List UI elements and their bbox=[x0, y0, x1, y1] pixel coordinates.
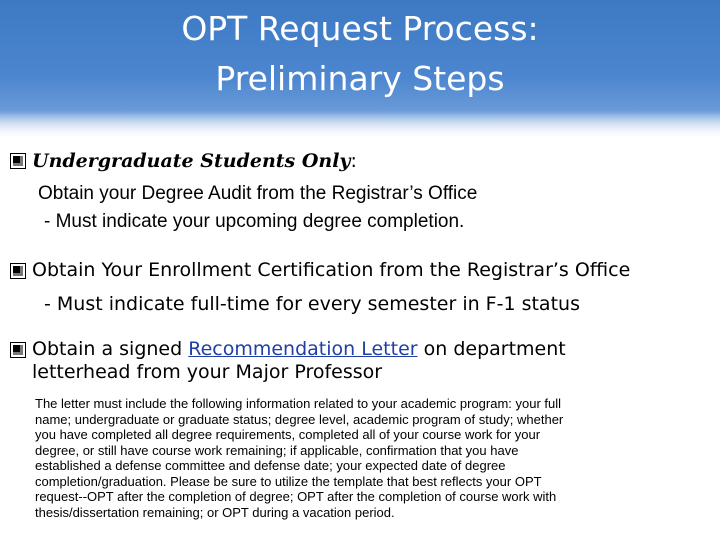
section1-heading-colon: : bbox=[350, 150, 357, 172]
paragraph-line: name; undergraduate or graduate status; degree level, academic program of study; whether bbox=[35, 411, 564, 427]
paragraph-line: you have completed all degree requirements, completed all of your course work for your bbox=[35, 427, 541, 442]
paragraph-line: The letter must include the following information related to your academic program: your full bbox=[35, 396, 562, 411]
section3-line1-suffix: on department bbox=[417, 338, 566, 360]
paragraph-line: established a defense committee and defense date; your expected date of degree bbox=[35, 458, 506, 473]
paragraph-line: completion/graduation. Please be sure to utilize the template that best reflects your OPT bbox=[35, 473, 542, 489]
letter-requirements-paragraph bbox=[35, 396, 695, 520]
section1-line1: Obtain your Degree Audit from the Registrar’s Office bbox=[38, 183, 478, 204]
header-fade bbox=[0, 110, 720, 140]
section3-line1-prefix: Obtain a signed bbox=[32, 338, 189, 360]
section1-heading bbox=[32, 150, 357, 172]
section3-line1 bbox=[32, 338, 566, 360]
section2-subpoint: - Must indicate full-time for every semester in F-1 status bbox=[44, 293, 580, 315]
slide-title-line1: OPT Request Process: bbox=[181, 9, 539, 48]
section1-line2: - Must indicate your upcoming degree completion. bbox=[44, 211, 465, 232]
section2-heading: Obtain Your Enrollment Certification from the Registrar’s Office bbox=[32, 259, 631, 281]
section1-heading-text: Undergraduate Students Only bbox=[32, 150, 351, 172]
paragraph-line: request--OPT after the completion of degree; OPT after the completion of course work with bbox=[35, 489, 557, 504]
slide-title-line2: Preliminary Steps bbox=[215, 59, 505, 98]
checkbox-bullet-icon bbox=[10, 263, 26, 279]
section3-line2: letterhead from your Major Professor bbox=[32, 361, 383, 383]
paragraph-line: thesis/dissertation remaining; or OPT during a vacation period. bbox=[35, 504, 395, 520]
recommendation-letter-link[interactable]: Recommendation Letter bbox=[188, 338, 418, 360]
paragraph-line: degree, or still have course work remaining; if applicable, confirmation that you have bbox=[35, 442, 519, 458]
checkbox-bullet-icon bbox=[10, 153, 26, 169]
checkbox-bullet-icon bbox=[10, 342, 26, 358]
